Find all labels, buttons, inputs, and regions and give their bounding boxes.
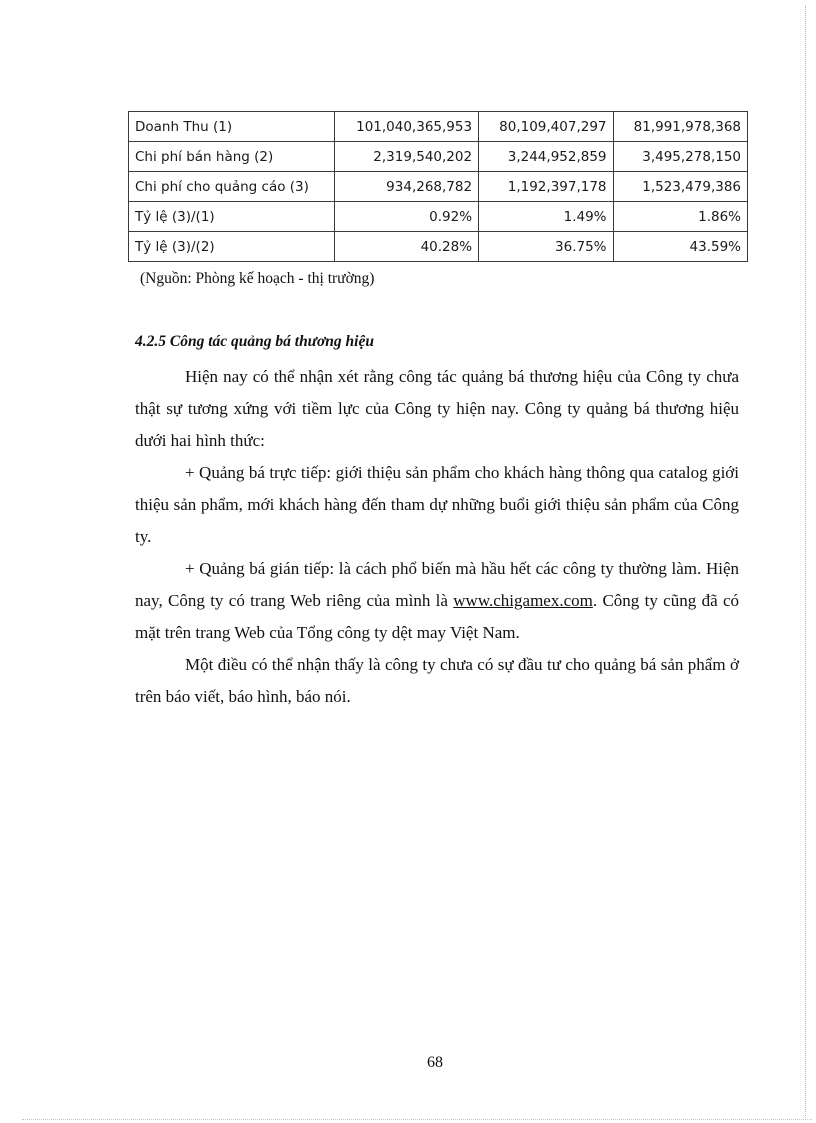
table-cell: 3,495,278,150 xyxy=(613,142,747,172)
table-cell: 934,268,782 xyxy=(335,172,479,202)
table-cell: 3,244,952,859 xyxy=(479,142,613,172)
table-cell: 81,991,978,368 xyxy=(613,112,747,142)
row-label: Chi phí bán hàng (2) xyxy=(129,142,335,172)
paragraph-intro: Hiện nay có thể nhận xét rằng công tác quảng bá thương hiệu của Công ty chưa thật sự tương xứng với tiềm lực của Công ty hiện nay. Công ty quảng bá thương hiệu dưới hai hình thức: xyxy=(135,367,739,450)
paragraph-direct-promotion: + Quảng bá trực tiếp: giới thiệu sản phẩm cho khách hàng thông qua catalog giới thiệu sản phẩm, mới khách hàng đến tham dự những buổi giới thiệu sản phẩm của Công ty. xyxy=(135,463,739,546)
table-cell: 80,109,407,297 xyxy=(479,112,613,142)
page-number: 68 xyxy=(427,1054,443,1071)
table-source-note: (Nguồn: Phòng kế hoạch - thị trường) xyxy=(140,270,375,287)
table-cell: 0.92% xyxy=(335,202,479,232)
table-cell: 36.75% xyxy=(479,232,613,262)
paragraph-text: . Công ty cũng đã có mặt trên trang Web của Tổng công ty dệt may Việt Nam. xyxy=(135,591,740,642)
row-label: Doanh Thu (1) xyxy=(129,112,335,142)
table-row xyxy=(129,232,748,262)
page-border-right xyxy=(805,6,812,1120)
table-cell: 1.49% xyxy=(479,202,613,232)
table-row xyxy=(129,142,748,172)
table-cell: 40.28% xyxy=(335,232,479,262)
section-heading: 4.2.5 Công tác quảng bá thương hiệu xyxy=(135,333,374,350)
table-cell: 1,192,397,178 xyxy=(479,172,613,202)
table-cell: 1,523,479,386 xyxy=(613,172,747,202)
table-cell: 43.59% xyxy=(613,232,747,262)
table-row xyxy=(129,112,748,142)
table-cell: 1.86% xyxy=(613,202,747,232)
table-row xyxy=(129,202,748,232)
table-cell: 2,319,540,202 xyxy=(335,142,479,172)
paragraph-text: + Quảng bá gián tiếp: là cách phổ biến mà hầu hết các công ty thường làm. Hiện nay, Công ty có trang Web riêng của mình là xyxy=(135,559,739,610)
advertising-cost-table xyxy=(128,111,748,262)
row-label: Tỷ lệ (3)/(2) xyxy=(129,232,335,262)
website-link[interactable]: www.chigamex.com xyxy=(453,591,593,610)
table-cell: 101,040,365,953 xyxy=(335,112,479,142)
page-border-bottom xyxy=(22,1119,812,1120)
paragraph-indirect-promotion xyxy=(135,553,739,649)
paragraph-conclusion: Một điều có thể nhận thấy là công ty chưa có sự đầu tư cho quảng bá sản phẩm ở trên báo viết, báo hình, báo nói. xyxy=(135,655,739,706)
row-label: Tỷ lệ (3)/(1) xyxy=(129,202,335,232)
table-row xyxy=(129,172,748,202)
row-label: Chi phí cho quảng cáo (3) xyxy=(129,172,335,202)
